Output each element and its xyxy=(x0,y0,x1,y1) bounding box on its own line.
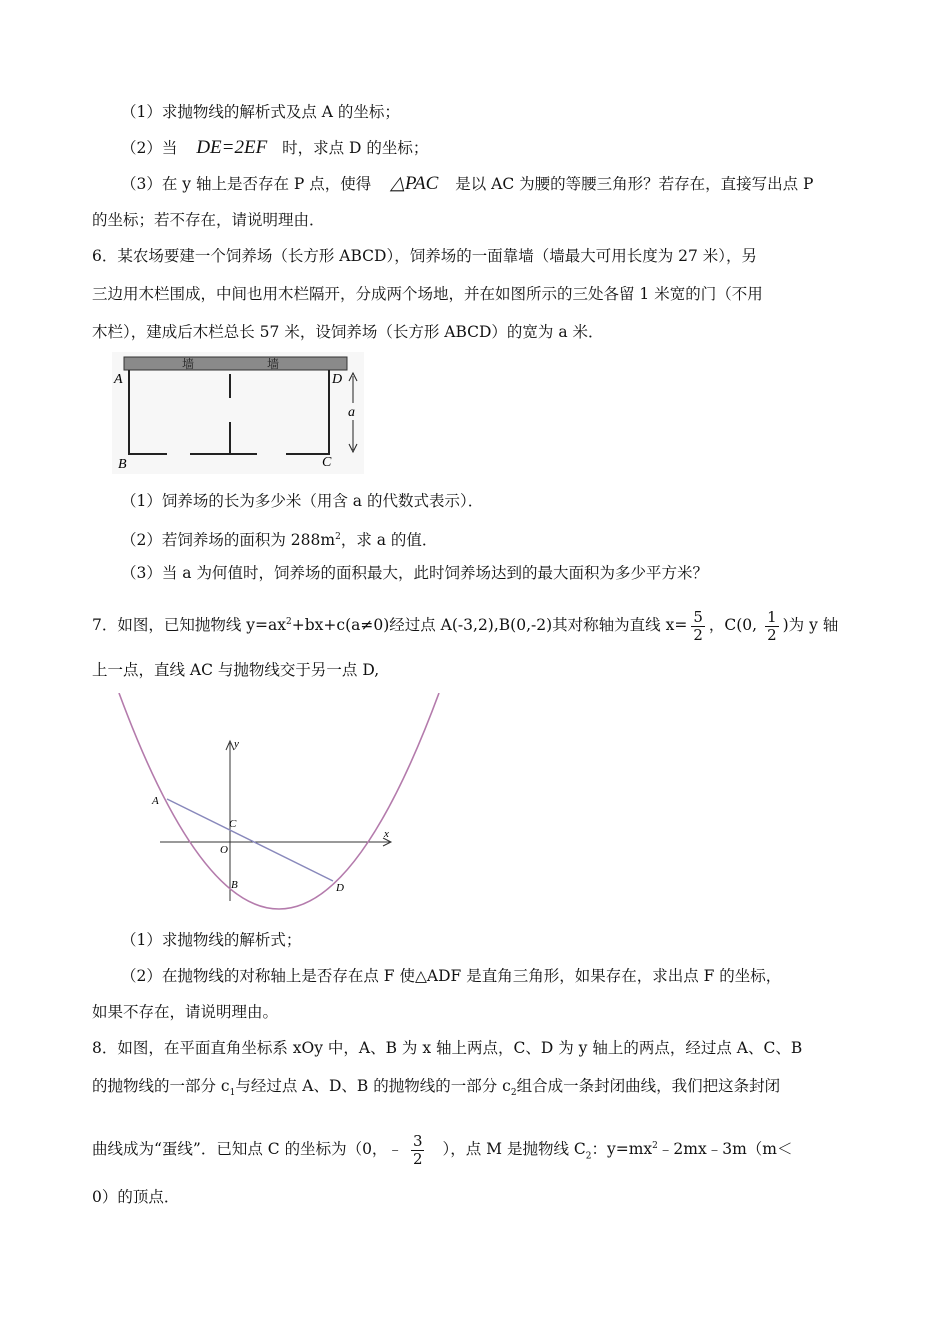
q8-l2-b: 与经过点 A、D、B 的抛物线的一部分 c xyxy=(235,1077,511,1095)
point-A-label: A xyxy=(114,372,123,387)
q7-l1-c: ，C(0, xyxy=(708,616,758,635)
point-B-label: B xyxy=(118,457,127,472)
q7-l1-a: 7．如图，已知抛物线 y=ax xyxy=(92,616,287,635)
q7-part1: （1）求抛物线的解析式； xyxy=(121,931,302,949)
q7-parabola-figure xyxy=(112,693,447,911)
q8-l2-sub2: 2 xyxy=(510,1088,517,1099)
q8-l3-a: 曲线成为“蛋线”．已知点 C 的坐标为（0，﹣ xyxy=(92,1140,403,1159)
line-AD xyxy=(167,799,333,881)
q6-line2: 三边用木栏围成，中间也用木栏隔开，分成两个场地，并在如图所示的三处各留 1 米宽的门（不用 xyxy=(92,285,763,303)
q6-part3: （3）当 a 为何值时，饲养场的面积最大，此时饲养场达到的最大面积为多少平方米？ xyxy=(121,564,708,582)
q5-part3-pre: （3）在 y 轴上是否存在 P 点，使得 xyxy=(121,175,372,193)
q7-part2: （2）在抛物线的对称轴上是否存在点 F 使△ADF 是直角三角形，如果存在，求出点 F 的坐标， xyxy=(121,967,782,985)
point-D-label: D xyxy=(332,372,343,387)
q7-frac-1-2: $\frac{1}{2}$ xyxy=(767,607,777,644)
point-D-label: D xyxy=(336,882,344,894)
q7-part2-cont: 如果不存在，请说明理由。 xyxy=(92,1003,279,1021)
point-C-label: C xyxy=(322,455,332,470)
q8-l3-b: ），点 M 是抛物线 C xyxy=(442,1140,586,1159)
q5-part2-math: DE=2EF xyxy=(196,137,268,158)
q5-part2-post: 时，求点 D 的坐标； xyxy=(282,139,429,157)
q6-part2-sup: 2 xyxy=(335,532,341,542)
q5-part1: （1）求抛物线的解析式及点 A 的坐标； xyxy=(121,103,400,121)
q8-frac-3-2: $\frac{3}{2}$ xyxy=(412,1131,423,1168)
wall-label-1: 墙 xyxy=(182,357,195,371)
q5-part3-post: 是以 AC 为腰的等腰三角形？若存在，直接写出点 P xyxy=(455,175,814,193)
q8-line4: 0）的顶点． xyxy=(92,1188,180,1206)
q6-part1: （1）饲养场的长为多少米（用含 a 的代数式表示）． xyxy=(121,492,484,510)
q6-line3: 木栏），建成后木栏总长 57 米，设饲养场（长方形 ABCD）的宽为 a 米． xyxy=(92,323,604,341)
q8-l3-sub: 2 xyxy=(585,1151,592,1162)
q7-line2: 上一点，直线 AC 与抛物线交于另一点 D, xyxy=(92,661,380,679)
q8-l2-sub1: 1 xyxy=(229,1088,236,1099)
q6-farm-figure xyxy=(112,352,364,474)
point-A-label: A xyxy=(152,795,159,807)
q6-part2-pre: （2）若饲养场的面积为 288m xyxy=(121,531,336,550)
q8-l3-d: ﹣2mx﹣3m（m＜ xyxy=(657,1140,793,1159)
wall-label-2: 墙 xyxy=(267,357,280,371)
q6-part2-post: ，求 a 的值． xyxy=(340,531,438,550)
q8-l2-c: 组合成一条封闭曲线，我们把这条封闭 xyxy=(516,1077,781,1095)
x-axis-label: x xyxy=(384,828,389,840)
wall-bar xyxy=(124,357,347,370)
point-B-label: B xyxy=(231,879,238,891)
q7-frac-5-2: $\frac{5}{2}$ xyxy=(693,607,703,644)
q8-l2-a: 的抛物线的一部分 c xyxy=(92,1077,230,1095)
width-a-label: a xyxy=(348,405,355,420)
q8-l3-sup: 2 xyxy=(652,1141,658,1151)
parabola-curve xyxy=(119,693,439,909)
point-C-label: C xyxy=(229,818,237,830)
y-axis-label: y xyxy=(234,738,239,750)
q5-part2-pre: （2）当 xyxy=(121,139,178,157)
q6-line1: 6．某农场要建一个饲养场（长方形 ABCD），饲养场的一面靠墙（墙最大可用长度为 27 米），另 xyxy=(92,247,758,265)
origin-O-label: O xyxy=(220,844,228,856)
q7-line1 xyxy=(92,603,838,644)
q7-l1-b: +bx+c(a≠0)经过点 A(-3,2),B(0,-2)其对称轴为直线 x= xyxy=(291,616,688,635)
q6-part2 xyxy=(121,527,437,550)
q7-l1-d: )为 y 轴 xyxy=(782,616,839,635)
q8-line2 xyxy=(92,1076,780,1103)
q5-part3-cont: 的坐标；若不存在，请说明理由． xyxy=(92,211,325,229)
q5-part2 xyxy=(121,138,428,158)
q5-part3-math: △PAC xyxy=(390,173,439,194)
q5-part3 xyxy=(121,174,813,194)
q8-line1: 8．如图，在平面直角坐标系 xOy 中，A、B 为 x 轴上两点，C、D 为 y 轴上的两点，经过点 A、C、B xyxy=(92,1039,803,1057)
q8-line3 xyxy=(92,1124,792,1178)
q7-l1-sup: 2 xyxy=(286,617,292,627)
q8-l3-c: ：y=mx xyxy=(591,1140,653,1159)
